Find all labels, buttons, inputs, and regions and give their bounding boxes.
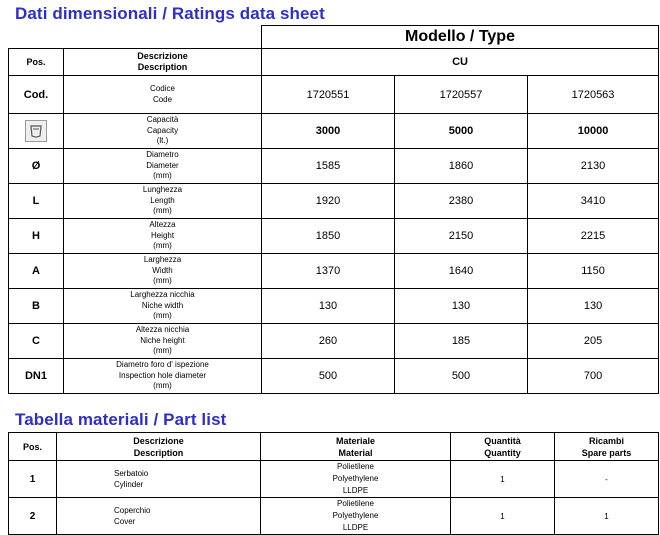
- part-quantity: 1: [451, 461, 555, 498]
- description-header: [57, 433, 261, 461]
- desc-it: Larghezza nicchia: [130, 290, 195, 300]
- value-cell: 130: [262, 289, 395, 324]
- material-code: LLDPE: [342, 486, 369, 495]
- description-header-en: Description: [137, 62, 188, 72]
- desc-en: Height: [150, 230, 175, 240]
- row-description: [64, 219, 262, 254]
- part-desc-it: Serbatoio: [114, 469, 149, 478]
- value-cell: 500: [262, 359, 395, 394]
- row-description: [64, 289, 262, 324]
- desc-unit: (mm): [153, 346, 172, 356]
- desc-en: Width: [152, 265, 173, 275]
- value-cell: 2380: [395, 184, 528, 219]
- desc-en: Capacity: [146, 125, 179, 135]
- description-header-it: Descrizione: [133, 435, 184, 446]
- row-description: [64, 149, 262, 184]
- pos-header: Pos.: [9, 49, 64, 76]
- value-cell: 185: [395, 324, 528, 359]
- table-row: [9, 219, 659, 254]
- tank-capacity-icon: [25, 120, 47, 142]
- desc-it: Altezza: [149, 220, 176, 230]
- value-cell: 1860: [395, 149, 528, 184]
- desc-unit: (mm): [153, 311, 172, 321]
- row-pos: B: [9, 289, 64, 324]
- value-cell: 1920: [262, 184, 395, 219]
- value-cell: 3000: [262, 114, 395, 149]
- desc-unit: (mm): [153, 276, 172, 286]
- table-row: [9, 324, 659, 359]
- part-description: [57, 498, 261, 535]
- desc-unit: (mm): [153, 241, 172, 251]
- series-header: CU: [262, 49, 659, 76]
- value-cell: 2130: [528, 149, 659, 184]
- ratings-title: Dati dimensionali / Ratings data sheet: [15, 4, 325, 23]
- materials-title: Tabella materiali / Part list: [15, 410, 227, 429]
- row-description: [64, 254, 262, 289]
- blank-corner: [9, 26, 262, 49]
- spare-parts-header-en: Spare parts: [581, 447, 632, 458]
- part-quantity: 1: [451, 498, 555, 535]
- desc-en: Diameter: [146, 160, 179, 170]
- spare-parts-header-it: Ricambi: [588, 435, 624, 446]
- value-cell: 1720563: [528, 76, 659, 114]
- value-cell: 2215: [528, 219, 659, 254]
- description-header-it: Descrizione: [137, 51, 188, 61]
- material-header-it: Materiale: [335, 435, 376, 446]
- spare-parts-header: [555, 433, 659, 461]
- ratings-table: [8, 25, 659, 394]
- part-spare: -: [555, 461, 659, 498]
- part-material: [261, 461, 451, 498]
- desc-unit: (mm): [153, 206, 172, 216]
- value-cell: 1720557: [395, 76, 528, 114]
- table-row: [9, 184, 659, 219]
- row-description: [64, 114, 262, 149]
- part-pos: 2: [9, 498, 57, 535]
- desc-it: Codice: [150, 84, 175, 93]
- row-pos: [9, 114, 64, 149]
- table-row: [9, 114, 659, 149]
- description-header-en: Description: [133, 447, 184, 458]
- description-header: [64, 49, 262, 76]
- value-cell: 1585: [262, 149, 395, 184]
- part-material: [261, 498, 451, 535]
- row-pos: A: [9, 254, 64, 289]
- value-cell: 10000: [528, 114, 659, 149]
- desc-en: Code: [152, 94, 173, 104]
- table-row: [9, 461, 659, 498]
- part-description: [57, 461, 261, 498]
- material-en: Polyethylene: [332, 474, 379, 483]
- row-pos: Cod.: [9, 76, 64, 114]
- pos-header: Pos.: [9, 433, 57, 461]
- desc-it: Altezza nicchia: [135, 325, 190, 335]
- desc-it: Lunghezza: [142, 185, 183, 195]
- table-row: [9, 149, 659, 184]
- material-code: LLDPE: [342, 523, 369, 532]
- desc-en: Niche width: [141, 300, 184, 310]
- quantity-header-it: Quantità: [484, 435, 521, 446]
- row-pos: H: [9, 219, 64, 254]
- materials-table: [8, 432, 659, 535]
- part-desc-it: Coperchio: [114, 506, 151, 515]
- desc-unit: (mm): [153, 171, 172, 181]
- model-type-header: Modello / Type: [262, 26, 659, 49]
- value-cell: 500: [395, 359, 528, 394]
- value-cell: 130: [395, 289, 528, 324]
- row-pos: DN1: [9, 359, 64, 394]
- material-it: Polietilene: [337, 499, 374, 508]
- material-header: [261, 433, 451, 461]
- value-cell: 3410: [528, 184, 659, 219]
- part-spare: 1: [555, 498, 659, 535]
- value-cell: 700: [528, 359, 659, 394]
- part-desc-en: Cylinder: [114, 480, 144, 489]
- part-desc-en: Cover: [114, 517, 136, 526]
- row-description: [64, 76, 262, 114]
- table-row: [9, 254, 659, 289]
- value-cell: 260: [262, 324, 395, 359]
- value-cell: 130: [528, 289, 659, 324]
- desc-unit: (mm): [153, 381, 172, 391]
- table-row: [9, 76, 659, 114]
- material-it: Polietilene: [337, 462, 374, 471]
- value-cell: 1720551: [262, 76, 395, 114]
- row-pos: Ø: [9, 149, 64, 184]
- value-cell: 5000: [395, 114, 528, 149]
- desc-it: Larghezza: [143, 255, 182, 265]
- table-row: [9, 498, 659, 535]
- quantity-header-en: Quantity: [484, 447, 521, 458]
- desc-it: Diametro foro d' ispezione: [116, 360, 209, 370]
- part-pos: 1: [9, 461, 57, 498]
- desc-unit: (lt.): [156, 136, 169, 146]
- row-description: [64, 324, 262, 359]
- row-pos: L: [9, 184, 64, 219]
- row-description: [64, 359, 262, 394]
- desc-en: Inspection hole diameter: [118, 370, 207, 380]
- desc-it: Diametro: [146, 150, 179, 160]
- value-cell: 2150: [395, 219, 528, 254]
- table-row: [9, 359, 659, 394]
- row-description: [64, 184, 262, 219]
- desc-en: Length: [150, 195, 175, 205]
- material-header-en: Material: [338, 447, 373, 458]
- table-row: [9, 289, 659, 324]
- desc-en: Niche height: [140, 335, 185, 345]
- desc-it: Capacità: [146, 115, 179, 125]
- material-en: Polyethylene: [332, 511, 379, 520]
- value-cell: 1640: [395, 254, 528, 289]
- quantity-header: [451, 433, 555, 461]
- value-cell: 1850: [262, 219, 395, 254]
- value-cell: 205: [528, 324, 659, 359]
- value-cell: 1370: [262, 254, 395, 289]
- value-cell: 1150: [528, 254, 659, 289]
- row-pos: C: [9, 324, 64, 359]
